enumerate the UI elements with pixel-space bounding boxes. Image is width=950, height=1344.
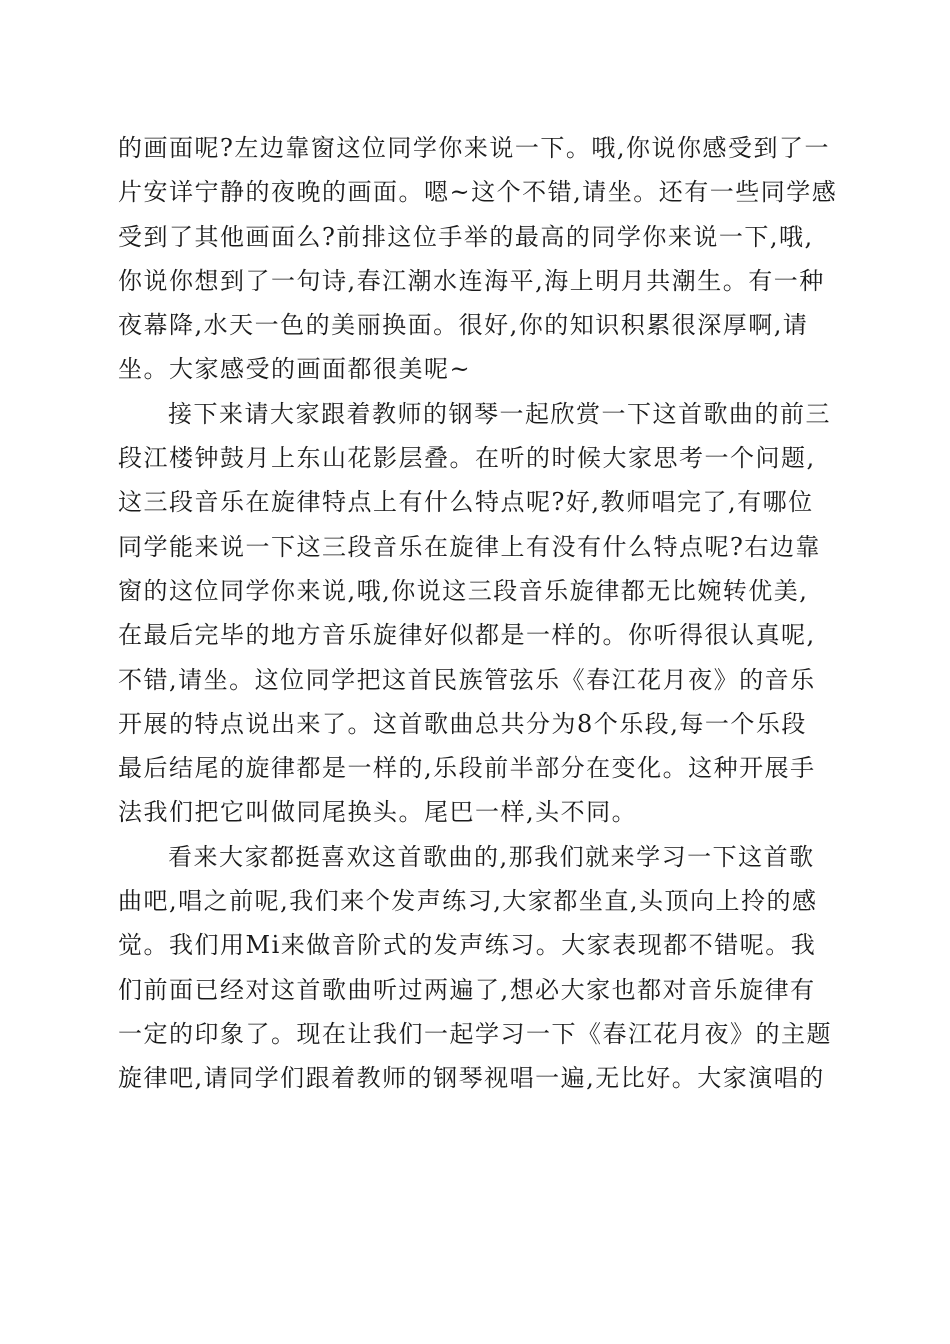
text-line: 受到了其他画面么?前排这位手举的最高的同学你来说一下,哦, <box>118 222 814 251</box>
text-line: 觉。我们用Mi来做音阶式的发声练习。大家表现都不错呢。我 <box>118 931 817 960</box>
text-line: 同学能来说一下这三段音乐在旋律上有没有什么特点呢?右边靠 <box>118 532 821 561</box>
text-line: 你说你想到了一句诗,春江潮水连海平,海上明月共潮生。有一种 <box>118 266 825 295</box>
text-line: 开展的特点说出来了。这首歌曲总共分为8个乐段,每一个乐段 <box>118 709 807 738</box>
text-line: 看来大家都挺喜欢这首歌曲的,那我们就来学习一下这首歌 <box>168 842 815 871</box>
paragraph-3 <box>118 835 838 1101</box>
text-line: 曲吧,唱之前呢,我们来个发声练习,大家都坐直,头顶向上拎的感 <box>118 887 818 916</box>
text-line: 夜幕降,水天一色的美丽换面。很好,你的知识积累很深厚啊,请 <box>118 311 809 340</box>
text-line: 窗的这位同学你来说,哦,你说这三段音乐旋律都无比婉转优美, <box>118 576 809 605</box>
paragraph-1 <box>118 126 838 392</box>
body-text <box>118 126 838 1101</box>
text-line: 接下来请大家跟着教师的钢琴一起欣赏一下这首歌曲的前三 <box>168 399 831 428</box>
text-line: 最后结尾的旋律都是一样的,乐段前半部分在变化。这种开展手 <box>118 754 816 783</box>
text-line: 片安详宁静的夜晚的画面。嗯~这个不错,请坐。还有一些同学感 <box>118 178 838 207</box>
text-line: 坐。大家感受的画面都很美呢~ <box>118 355 472 384</box>
text-line: 这三段音乐在旋律特点上有什么特点呢?好,教师唱完了,有哪位 <box>118 488 814 517</box>
text-line: 旋律吧,请同学们跟着教师的钢琴视唱一遍,无比好。大家演唱的 <box>118 1064 825 1093</box>
text-line: 段江楼钟鼓月上东山花影层叠。在听的时候大家思考一个问题, <box>118 444 816 473</box>
text-line: 的画面呢?左边靠窗这位同学你来说一下。哦,你说你感受到了一 <box>118 134 830 162</box>
text-line: 一定的印象了。现在让我们一起学习一下《春江花月夜》的主题 <box>118 1019 832 1048</box>
text-line: 不错,请坐。这位同学把这首民族管弦乐《春江花月夜》的音乐 <box>118 665 816 694</box>
text-line: 在最后完毕的地方音乐旋律好似都是一样的。你听得很认真呢, <box>118 621 816 650</box>
paragraph-2 <box>118 392 838 835</box>
text-line: 法我们把它叫做同尾换头。尾巴一样,头不同。 <box>118 798 638 827</box>
text-line: 们前面已经对这首歌曲听过两遍了,想必大家也都对音乐旋律有 <box>118 975 816 1004</box>
